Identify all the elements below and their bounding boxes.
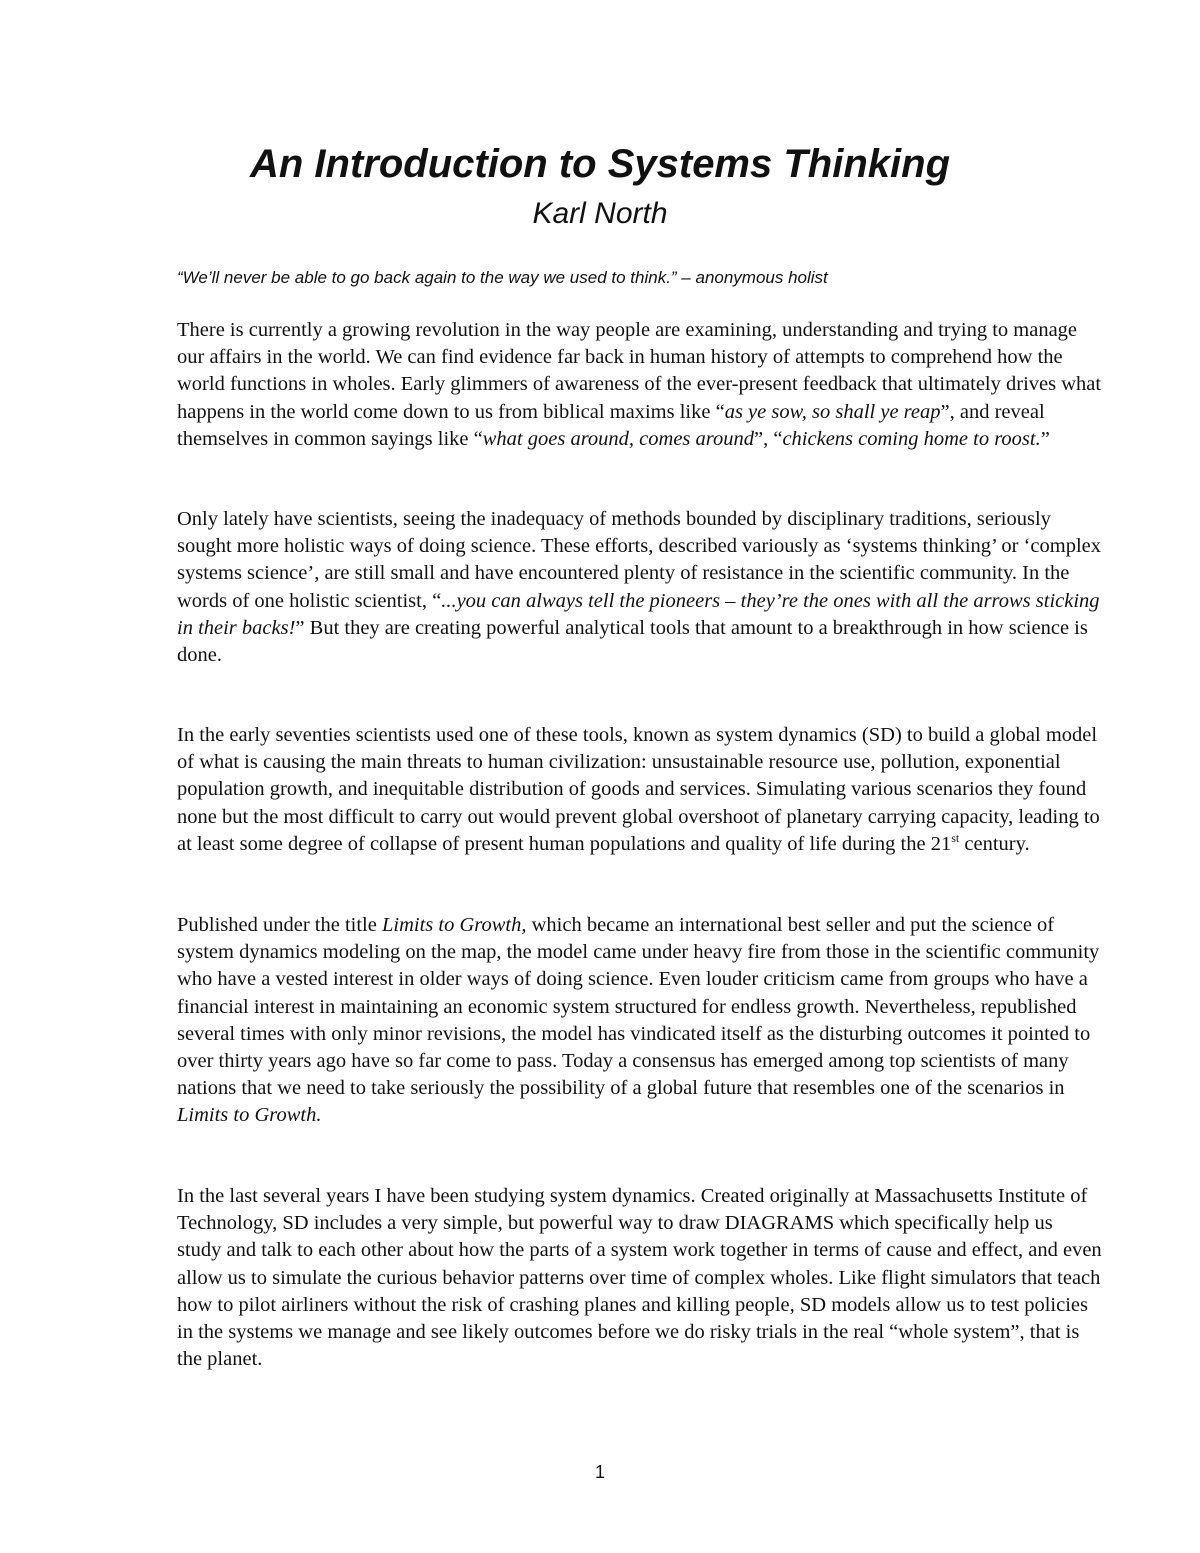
italic-book-title: Limits to Growth. bbox=[177, 1104, 322, 1127]
paragraph-text: Only lately have scientists, seeing the inadequacy of methods bounded by disciplinary traditions, seriously sought more holistic ways of doing science. These efforts, described variously as ‘systems thinking’ or ‘complex systems science’, are still small and have encountered plenty of resistance in the scientific community. In the words of one holistic scientist, “ bbox=[177, 508, 1102, 612]
ordinal-superscript: st bbox=[951, 830, 960, 845]
body-paragraph-3 bbox=[177, 722, 1102, 858]
paragraph-text: which became an international best seller and put the science of system dynamics modeling on the map, the model came under heavy fire from those in the scientific community who have a vested interest in older ways of doing science. Even louder criticism came from groups who have a financial interest in maintaining an economic system structured for endless growth. Nevertheless, republished several times with only minor revisions, the model has vindicated itself as the disturbing outcomes it pointed to over thirty years ago have so far come to pass. Today a consensus has emerged among top scientists of many nations that we need to take seriously the possibility of a global future that resembles one of the scenarios in bbox=[177, 914, 1100, 1100]
epigraph-quote: “We’ll never be able to go back again to the way we used to think.” – anonymous holist bbox=[177, 268, 828, 287]
paragraph-text: ”, and reveal themselves in common sayings like “ bbox=[177, 400, 1045, 450]
paragraph-text: In the last several years I have been studying system dynamics. Created originally at Massachusetts Institute of Technology, SD includes a very simple, but powerful way to draw DIAGRAMS which specifically help us study and talk to each other about how the parts of a system work together in terms of cause and effect, and even allow us to simulate the curious behavior patterns over time of complex wholes. Like flight simulators that teach how to pilot airliners without the risk of crashing planes and killing people, SD models allow us to test policies in the systems we manage and see likely outcomes before we do risky trials in the real “whole system”, that is the planet. bbox=[177, 1185, 1102, 1371]
paragraph-text: Published under the title bbox=[177, 914, 382, 936]
italic-quote: chickens coming home to roost. bbox=[782, 427, 1041, 450]
body-paragraph-2 bbox=[177, 506, 1102, 669]
italic-quote: ...you can always tell the pioneers – they’re the ones with all the arrows sticking in their backs! bbox=[177, 589, 1100, 639]
body-paragraph-1 bbox=[177, 317, 1102, 453]
author-name: Karl North bbox=[532, 197, 668, 230]
document-title: An Introduction to Systems Thinking bbox=[250, 142, 950, 186]
italic-quote: as ye sow, so shall ye reap bbox=[724, 400, 941, 423]
italic-quote: what goes around, comes around bbox=[482, 427, 754, 450]
body-paragraph-5 bbox=[177, 1183, 1102, 1373]
body-paragraph-4 bbox=[177, 912, 1102, 1130]
paragraph-text: In the early seventies scientists used one of these tools, known as system dynamics (SD) to build a global model of what is causing the main threats to human civilization: unsustainable resource use, pollution, exponential population growth, and inequitable distribution of goods and services. Simulating various scenarios they found none but the most difficult to carry out would prevent global overshoot of planetary carrying capacity, leading to at least some degree of collapse of present human populations and quality of life during the 21 bbox=[177, 724, 1100, 855]
paragraph-text: ” But they are creating powerful analytical tools that amount to a breakthrough in how science is done. bbox=[177, 616, 1088, 667]
page-number: 1 bbox=[594, 1462, 605, 1482]
paragraph-text: ”, “ bbox=[754, 427, 783, 450]
italic-book-title: Limits to Growth, bbox=[381, 914, 527, 936]
paragraph-text: There is currently a growing revolution in the way people are examining, understanding and trying to manage our affairs in the world. We can find evidence far back in human history of attempts to comprehend how the world functions in wholes. Early glimmers of awareness of the ever-present feedback that ultimately drives what happens in the world come down to us from biblical maxims like “ bbox=[177, 319, 1102, 423]
paragraph-text: century. bbox=[959, 832, 1030, 855]
paragraph-text: ” bbox=[1040, 427, 1050, 450]
